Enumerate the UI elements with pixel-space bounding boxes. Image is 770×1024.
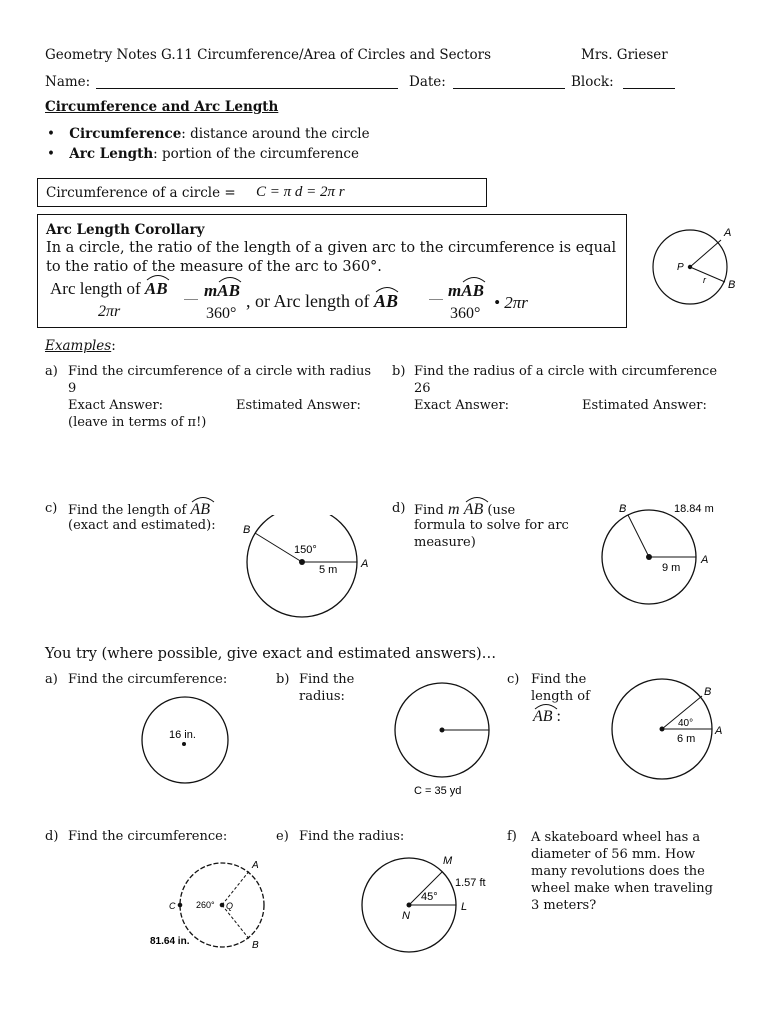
formula-expression: C = π d = 2π r (256, 184, 345, 200)
you-try-b-text-line1: Find the (299, 672, 355, 687)
example-d-text-line3: measure) (414, 535, 476, 550)
arc-mark (533, 702, 559, 710)
you-try-f-text (531, 829, 713, 914)
label-b: B (619, 503, 627, 515)
you-try-a-text: Find the circumference: (68, 672, 228, 687)
example-d-text-line2: formula to solve for arc (414, 518, 569, 533)
arc-length-corollary-box (37, 214, 627, 328)
you-try-c-arc-ab (533, 708, 561, 726)
example-d-use: (use (487, 503, 516, 518)
example-d-find: Find (414, 503, 444, 518)
eq-equals-bar-2 (429, 299, 443, 300)
label-a: A (701, 554, 709, 566)
label-circumference: C = 35 yd (414, 785, 462, 797)
arc-letters: AB (533, 708, 553, 725)
example-b-text: Find the radius of a circle with circumference (414, 364, 718, 379)
eq-tail-2pir: • 2πr (494, 293, 528, 312)
arc-letters: AB (463, 501, 484, 518)
label-diameter: 16 in. (169, 729, 196, 741)
colon: : (556, 708, 561, 725)
you-try-c-text-line1: Find the (531, 672, 587, 687)
you-try-e-label: e) (276, 829, 289, 844)
eq-m-ab-1 (204, 281, 240, 301)
you-try-b-diagram (390, 678, 510, 803)
arc-ab (533, 708, 553, 726)
you-try-b-label: b) (276, 672, 290, 687)
eq-denom-360-1: 360° (206, 305, 237, 322)
you-try-heading: You try (where possible, give exact and estimated answers)… (45, 646, 497, 662)
arc-mark (190, 495, 216, 503)
eq-arc-ab-2 (217, 281, 240, 301)
you-try-d-diagram (145, 852, 270, 952)
label-angle: 260° (196, 900, 215, 910)
center-point (182, 742, 186, 746)
example-a-estimated: Estimated Answer: (236, 398, 361, 413)
example-c-text-main: Find the length of (68, 503, 187, 518)
eq-or-text: , or Arc length of (246, 291, 370, 311)
arc-mark (464, 495, 490, 503)
eq-arc-ab-4 (461, 281, 484, 301)
example-a-text: Find the circumference of a circle with radius (68, 364, 372, 379)
eq-or-arc-length (246, 291, 398, 312)
example-b-label: b) (392, 364, 406, 379)
eq-m: m (448, 281, 462, 300)
label-radius: 9 m (662, 562, 681, 574)
you-try-d-label: d) (45, 829, 59, 844)
formula-label: Circumference of a circle = (46, 185, 236, 201)
label-l: L (461, 901, 468, 913)
point-c (178, 903, 183, 908)
label-arc: 81.64 in. (150, 936, 190, 947)
label-b: B (728, 279, 736, 291)
you-try-f-label: f) (507, 829, 517, 844)
name-field[interactable] (96, 76, 398, 89)
arc-letters: AB (217, 281, 240, 300)
example-c-text (68, 501, 210, 519)
corollary-circle-diagram (645, 220, 745, 310)
label-a: A (715, 725, 723, 737)
f-line-3: many revolutions does the (531, 864, 705, 879)
label-a: A (361, 558, 369, 570)
example-c-note: (exact and estimated): (68, 518, 216, 533)
eq-denom-2pir: 2πr (98, 303, 121, 320)
block-label: Block: (571, 74, 614, 90)
label-p: P (677, 262, 684, 273)
arc-letters: AB (461, 281, 484, 300)
you-try-b-text-line2: radius: (299, 689, 345, 704)
radius-to-a (690, 240, 721, 267)
label-b: B (243, 524, 251, 536)
example-a-note: (leave in terms of π!) (68, 415, 207, 430)
label-radius: 5 m (319, 564, 338, 576)
label-m: M (443, 855, 453, 867)
arc-mark (217, 275, 243, 283)
eq-m-ab-2 (448, 281, 484, 301)
example-d-text-line1 (414, 501, 515, 519)
example-c-arc-ab (190, 501, 210, 519)
radius-to-b (628, 515, 649, 557)
label-angle: 150° (294, 544, 317, 556)
label-q: Q (226, 901, 234, 911)
block-field[interactable] (623, 76, 675, 89)
f-line-1: A skateboard wheel has a (531, 830, 701, 845)
arc-letters: AB (373, 291, 398, 311)
you-try-e-text: Find the radius: (299, 829, 405, 844)
arc-mark (145, 273, 171, 281)
bullet-dot: • (47, 126, 55, 142)
example-c-diagram (235, 515, 385, 625)
worksheet-title: Geometry Notes G.11 Circumference/Area of Circles and Sectors (45, 47, 492, 63)
radius-to-a (222, 870, 250, 905)
eq-arc-ab-1 (145, 279, 168, 299)
label-a: A (724, 227, 732, 239)
you-try-e-diagram (355, 848, 495, 958)
def-circumference: : distance around the circle (181, 126, 370, 142)
arc-letters: AB (144, 279, 168, 298)
arc-letters: AB (190, 501, 211, 518)
corollary-text-line2: to the ratio of the measure of the arc to 360°. (46, 259, 382, 275)
circle (247, 515, 357, 617)
date-field[interactable] (453, 76, 565, 89)
example-d-arc-ab (464, 501, 484, 519)
example-d-diagram (595, 498, 735, 610)
teacher-name: Mrs. Grieser (581, 47, 668, 63)
example-b-value: 26 (414, 381, 431, 396)
examples-heading: Examples: (45, 338, 116, 354)
label-r: r (703, 275, 706, 285)
f-line-4: wheel make when traveling (531, 881, 713, 896)
corollary-title: Arc Length Corollary (46, 222, 205, 238)
example-b-exact: Exact Answer: (414, 398, 510, 413)
eq-arc-ab-3 (374, 291, 398, 312)
def-arc-length: : portion of the circumference (153, 146, 359, 162)
examples-heading-text: Examples (45, 338, 112, 354)
section-heading: Circumference and Arc Length (45, 99, 279, 115)
label-c: C (169, 901, 176, 911)
eq-arc-length-label (50, 279, 168, 299)
eq-denom-360-2: 360° (450, 305, 481, 322)
eq-equals-bar (184, 299, 198, 300)
you-try-d-text: Find the circumference: (68, 829, 228, 844)
you-try-c-diagram (605, 675, 735, 790)
you-try-c-text-line2: length of (531, 689, 590, 704)
example-a-label: a) (45, 364, 58, 379)
label-b: B (704, 686, 712, 698)
f-line-2: diameter of 56 mm. How (531, 847, 696, 862)
label-angle: 45° (421, 891, 438, 903)
name-label: Name: (45, 74, 91, 90)
term-arc-length: Arc Length (69, 146, 154, 162)
you-try-a-diagram (135, 690, 235, 790)
bullet-dot: • (47, 146, 55, 162)
label-n: N (402, 910, 410, 922)
eq-m: m (204, 281, 218, 300)
radius-to-b (690, 267, 725, 282)
arc-mark (374, 285, 400, 293)
label-a: A (252, 860, 259, 871)
f-line-5: 3 meters? (531, 898, 597, 913)
you-try-a-label: a) (45, 672, 58, 687)
corollary-text-line1: In a circle, the ratio of the length of a given arc to the circumference is equal (46, 240, 617, 256)
label-b: B (252, 940, 259, 951)
label-angle: 40° (678, 718, 694, 729)
eq-left-text: Arc length of (50, 279, 141, 298)
arc-mark (461, 275, 487, 283)
bullet-arc-length (47, 146, 359, 162)
example-b-estimated: Estimated Answer: (582, 398, 707, 413)
example-a-value: 9 (68, 381, 77, 396)
label-arc: 18.84 m (674, 503, 714, 515)
bullet-circumference (47, 126, 370, 142)
example-a-exact: Exact Answer: (68, 398, 164, 413)
label-arc: 1.57 ft (455, 877, 486, 889)
label-radius: 6 m (677, 733, 696, 745)
you-try-c-label: c) (507, 672, 520, 687)
circumference-formula-box (37, 178, 487, 207)
example-c-label: c) (45, 501, 58, 516)
example-d-m: m (448, 501, 460, 518)
term-circumference: Circumference (69, 126, 182, 142)
example-d-label: d) (392, 501, 406, 516)
date-label: Date: (409, 74, 446, 90)
